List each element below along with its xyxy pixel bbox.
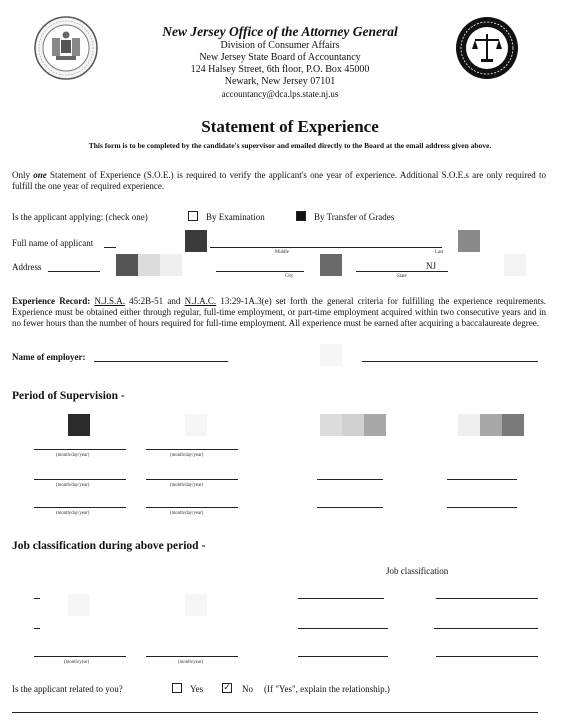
board-name: New Jersey State Board of Accountancy xyxy=(199,52,361,63)
board-address: 124 Halsey Street, 6th floor, P.O. Box 45000 xyxy=(190,64,370,75)
period-row3-to-line[interactable] xyxy=(146,507,238,508)
address-street-line[interactable] xyxy=(48,271,100,272)
redacted-period-7 xyxy=(480,414,502,436)
redacted-street-lighter xyxy=(160,254,182,276)
transfer-checkbox[interactable] xyxy=(296,211,306,221)
related-yes-checkbox[interactable] xyxy=(172,683,182,693)
employer-label: Name of employer: xyxy=(12,352,86,362)
job-row3-to-line[interactable] xyxy=(146,656,238,657)
related-explanation-line[interactable] xyxy=(12,712,538,713)
job-row2-dash[interactable] xyxy=(34,628,40,629)
state-seal-logo xyxy=(34,16,98,80)
redacted-period-3 xyxy=(320,414,342,436)
redacted-city xyxy=(320,254,342,276)
redacted-job-1 xyxy=(68,594,90,616)
redacted-period-5 xyxy=(364,414,386,436)
related-no-label: No xyxy=(242,684,253,694)
period-row1-from-caption: (month/day/year) xyxy=(56,453,90,458)
redacted-zip xyxy=(504,254,526,276)
job-row3-from-line[interactable] xyxy=(34,656,126,657)
job-classification-column-label: Job classification xyxy=(386,566,449,576)
board-email: accountancy@dca.lps.state.nj.us xyxy=(221,89,339,99)
redacted-street-dark xyxy=(116,254,138,276)
address-label: Address xyxy=(12,262,42,272)
period-row3-extra-line-2[interactable] xyxy=(447,507,517,508)
redacted-employer xyxy=(320,344,342,366)
intro-pre: Only xyxy=(12,170,34,180)
letterhead xyxy=(150,24,410,100)
period-row2-extra-line[interactable] xyxy=(317,479,383,480)
job-row1-class-line-2[interactable] xyxy=(436,598,538,599)
redacted-period-4 xyxy=(342,414,364,436)
employer-line-2[interactable] xyxy=(362,361,538,362)
city-caption: City xyxy=(285,274,294,279)
related-yes-label: Yes xyxy=(190,684,204,694)
exp-mid: 45:2B-51 and xyxy=(124,296,185,306)
redacted-last-name xyxy=(458,230,480,252)
redacted-period-6 xyxy=(458,414,480,436)
last-caption: Last xyxy=(435,250,444,255)
redacted-job-2 xyxy=(185,594,207,616)
period-row2-from-caption: (month/day/year) xyxy=(56,483,90,488)
page-title: Statement of Experience xyxy=(201,117,379,136)
state-value: NJ xyxy=(426,261,437,271)
job-row2-class-line-2[interactable] xyxy=(434,628,538,629)
period-row2-to-line[interactable] xyxy=(146,479,238,480)
intro-paragraph xyxy=(12,170,546,192)
fullname-first-line[interactable] xyxy=(104,247,116,248)
org-name: New Jersey Office of the Attorney General xyxy=(162,24,398,39)
fullname-middle-line[interactable] xyxy=(210,247,442,248)
exam-option-label: By Examination xyxy=(206,212,265,222)
redacted-period-8 xyxy=(502,414,524,436)
transfer-option-label: By Transfer of Grades xyxy=(314,212,395,222)
related-label: Is the applicant related to you? xyxy=(12,684,123,694)
njac-reference: N.J.A.C. xyxy=(184,296,217,306)
attorney-general-seal-logo xyxy=(455,16,519,80)
period-row2-to-caption: (month/day/year) xyxy=(170,483,204,488)
intro-post: Statement of Experience (S.O.E.) is required to verify the applicant's one year of experience. Additional S.O.E.s are only required to fulfill the one year of required experience. xyxy=(12,170,547,192)
fullname-label: Full name of applicant xyxy=(12,238,94,248)
intro-emphasis: one xyxy=(33,170,47,180)
job-row3-class-line[interactable] xyxy=(298,656,388,657)
state-caption: State xyxy=(397,274,407,279)
redacted-street-light xyxy=(138,254,160,276)
period-row1-to-line[interactable] xyxy=(146,449,238,450)
experience-record-label: Experience Record: xyxy=(12,296,91,306)
related-explain-label: (If "Yes", explain the relationship.) xyxy=(264,684,390,694)
exam-checkbox[interactable] xyxy=(188,211,198,221)
period-row1-from-line[interactable] xyxy=(34,449,126,450)
period-row1-to-caption: (month/day/year) xyxy=(170,453,204,458)
job-row3-from-caption: (month/year) xyxy=(64,660,90,665)
address-state-line[interactable] xyxy=(356,271,448,272)
redacted-period-1 xyxy=(68,414,90,436)
period-heading: Period of Supervision - xyxy=(12,390,125,402)
board-city: Newark, New Jersey 07101 xyxy=(224,76,336,87)
period-row3-from-line[interactable] xyxy=(34,507,126,508)
instruction-text: This form is to be completed by the candidate's supervisor and emailed directly to the Board at the email address given above. xyxy=(88,141,492,150)
period-row3-extra-line[interactable] xyxy=(317,507,383,508)
period-row2-from-line[interactable] xyxy=(34,479,126,480)
division-name: Division of Consumer Affairs xyxy=(220,40,340,51)
experience-record-paragraph xyxy=(12,296,546,330)
period-row3-to-caption: (month/day/year) xyxy=(170,511,204,516)
address-city-line[interactable] xyxy=(216,271,304,272)
employer-line[interactable] xyxy=(94,361,228,362)
applying-label: Is the applicant applying: (check one) xyxy=(12,212,148,222)
middle-caption: Middle xyxy=(275,250,289,255)
job-heading: Job classification during above period - xyxy=(12,540,206,552)
job-row2-class-line[interactable] xyxy=(298,628,388,629)
job-row3-to-caption: (month/year) xyxy=(178,660,204,665)
job-row1-dash[interactable] xyxy=(34,598,40,599)
job-row3-class-line-2[interactable] xyxy=(436,656,538,657)
exp-rest: 13:29-1A.3(e) set forth the general criteria for fulfilling the experience requirements. Experience must be obtained either through regular, full-time employment, or part-time employment acquired within two consecutive years and in no fewer hours than the number of hours required for full-time employment. All experience must be earned after acquiring a baccalaureate degree. xyxy=(12,296,546,329)
redacted-period-2 xyxy=(185,414,207,436)
check-mark-icon: ✓ xyxy=(223,682,231,692)
job-row1-class-line[interactable] xyxy=(298,598,384,599)
period-row2-extra-line-2[interactable] xyxy=(447,479,517,480)
period-row3-from-caption: (month/day/year) xyxy=(56,511,90,516)
njsa-reference: N.J.S.A. xyxy=(94,296,125,306)
redacted-first-name xyxy=(185,230,207,252)
